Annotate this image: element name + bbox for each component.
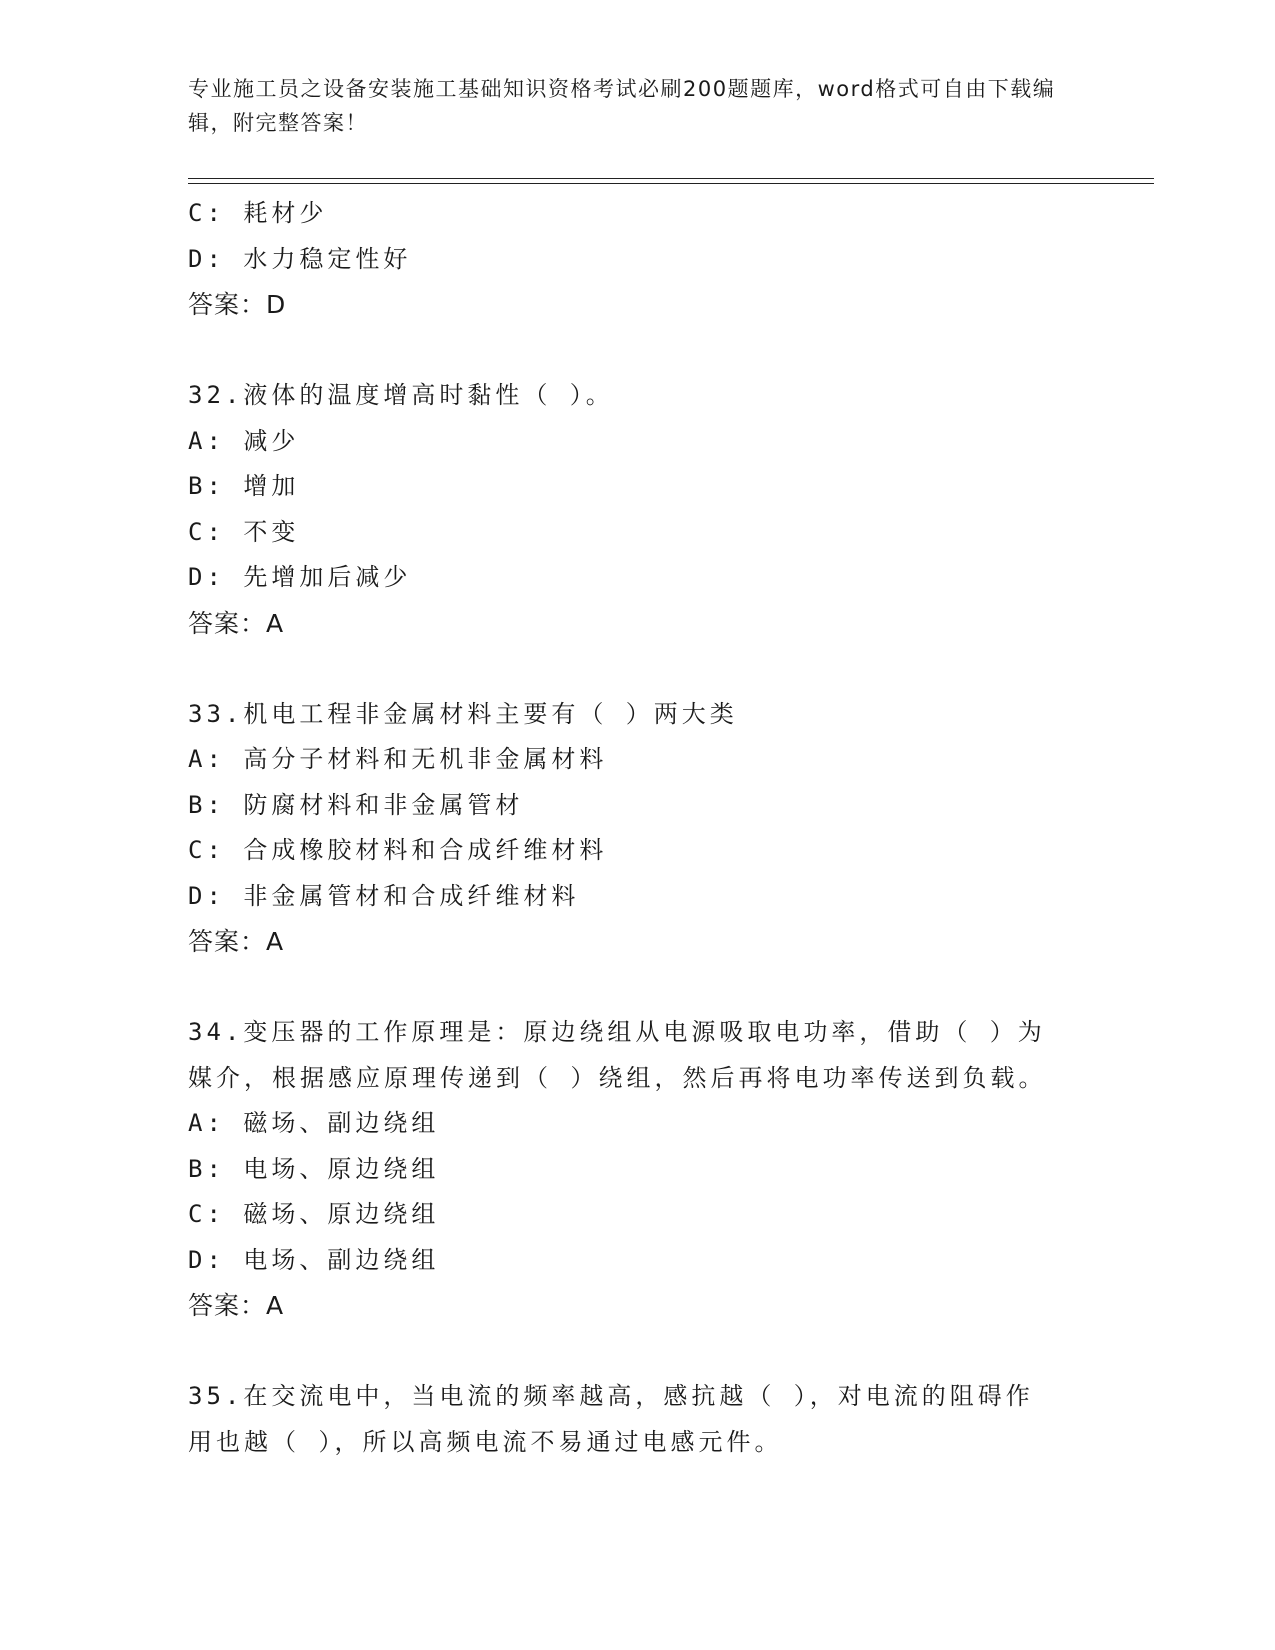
prev-answer: 答案：D	[188, 290, 287, 319]
spacer	[188, 646, 1088, 692]
q33-option-b: B: 防腐材料和非金属管材	[188, 790, 524, 819]
q33-question: 33.机电工程非金属材料主要有（ ）两大类	[188, 699, 738, 728]
header-rule-bottom	[188, 183, 1154, 184]
q32-answer: 答案：A	[188, 608, 285, 638]
prev-option-c: C: 耗材少	[188, 199, 328, 227]
spacer	[188, 1329, 1088, 1375]
q34-answer: 答案：A	[188, 1291, 285, 1320]
q34-option-a: A: 磁场、副边绕组	[188, 1109, 440, 1137]
q32-option-d: D: 先增加后减少	[188, 563, 412, 591]
document-header: 专业施工员之设备安装施工基础知识资格考试必刷200题题库，word格式可自由下载编辑，附完整答案！	[188, 77, 1056, 135]
header-rule-top	[188, 178, 1154, 179]
q34-question-line2: 媒介，根据感应原理传递到（ ）绕组，然后再将电功率传送到负载。	[188, 1063, 1047, 1092]
q33-option-c: C: 合成橡胶材料和合成纤维材料	[188, 836, 608, 864]
prev-option-d: D: 水力稳定性好	[188, 244, 412, 273]
q33-option-a: A: 高分子材料和无机非金属材料	[188, 745, 608, 773]
q34-question-line1: 34.变压器的工作原理是：原边绕组从电源吸取电功率，借助（ ）为	[188, 1018, 1046, 1046]
question-list	[188, 191, 1088, 1465]
q34-option-b: B: 电场、原边绕组	[188, 1154, 440, 1183]
q33-answer: 答案：A	[188, 927, 285, 956]
q32-option-c: C: 不变	[188, 517, 300, 546]
q33-option-d: D: 非金属管材和合成纤维材料	[188, 881, 580, 910]
q32-question: 32.液体的温度增高时黏性（ ）。	[188, 381, 614, 409]
q35-question-line2: 用也越（ ），所以高频电流不易通过电感元件。	[188, 1427, 783, 1456]
spacer	[188, 965, 1088, 1011]
q35-question-line1: 35.在交流电中，当电流的频率越高，感抗越（ ），对电流的阻碍作	[188, 1382, 1034, 1410]
spacer	[188, 328, 1088, 374]
q34-option-c: C: 磁场、原边绕组	[188, 1200, 440, 1228]
q32-option-b: B: 增加	[188, 472, 300, 500]
q34-option-d: D: 电场、副边绕组	[188, 1245, 440, 1274]
q32-option-a: A: 减少	[188, 426, 300, 455]
